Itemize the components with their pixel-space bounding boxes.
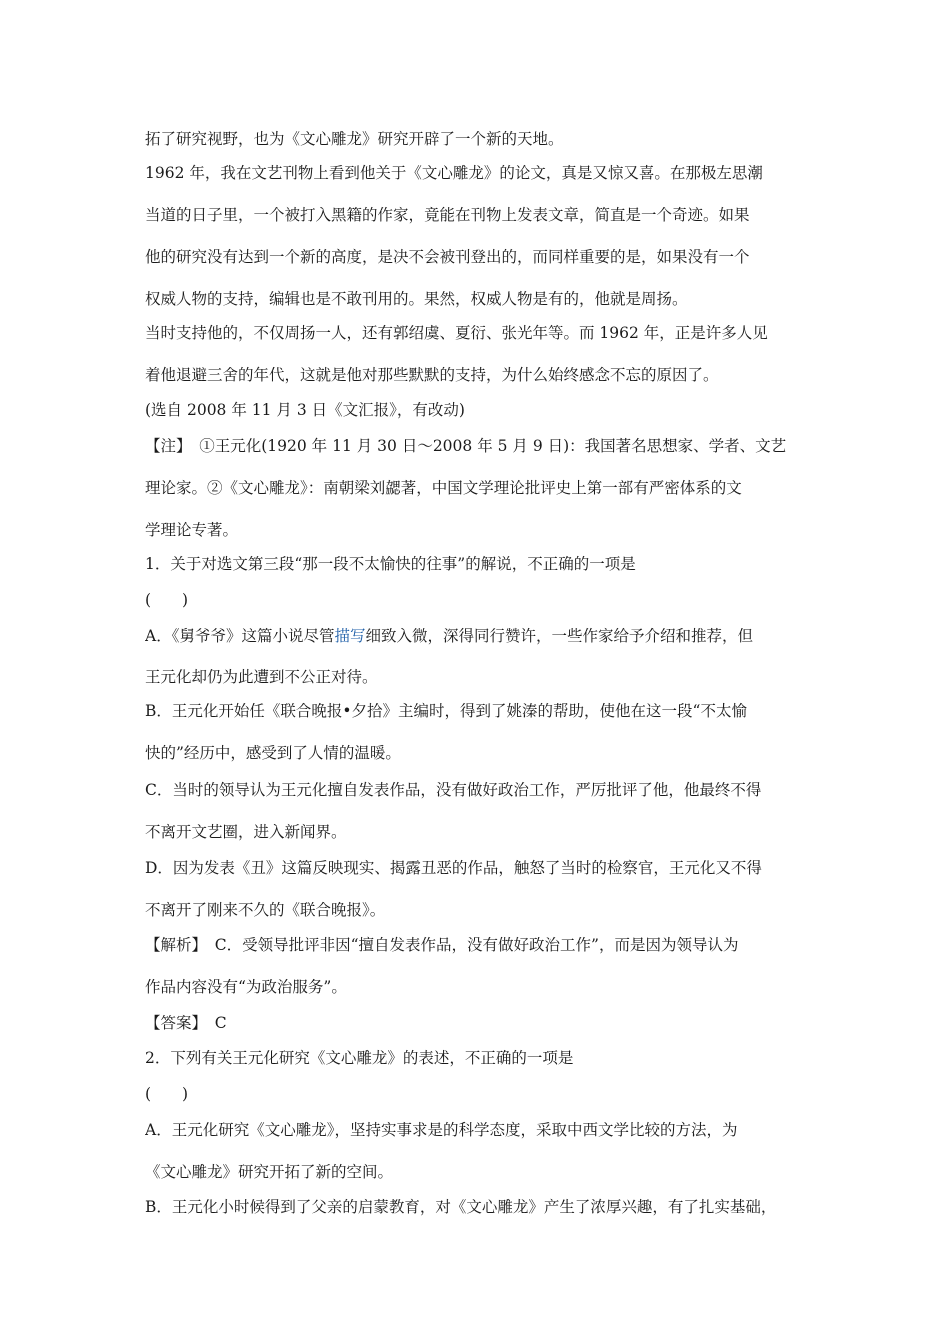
passage-line-2: 1962 年，我在文艺刊物上看到他关于《文心雕龙》的论文，真是又惊又喜。在那极左思潮 bbox=[145, 164, 763, 182]
option-a-text-end: 细致入微，深得同行赞许，一些作家给予介绍和推荐，但 bbox=[365, 627, 753, 645]
question-2-answer-blank: ( ) bbox=[145, 1085, 189, 1103]
question-1-option-b-line-2: 快的”经历中，感受到了人情的温暖。 bbox=[145, 744, 401, 762]
question-2-option-b-line-1: B．王元化小时候得到了父亲的启蒙教育，对《文心雕龙》产生了浓厚兴趣，有了扎实基础， bbox=[145, 1198, 777, 1216]
note-line-3: 学理论专著。 bbox=[145, 521, 239, 539]
question-1-option-a-line-2: 王元化却仍为此遭到不公正对待。 bbox=[145, 668, 378, 686]
question-1-option-c-line-2: 不离开文艺圈，进入新闻界。 bbox=[145, 823, 347, 841]
passage-line-1: 拓了研究视野，也为《文心雕龙》研究开辟了一个新的天地。 bbox=[145, 130, 564, 148]
question-1-option-d-line-1: D．因为发表《丑》这篇反映现实、揭露丑恶的作品，触怒了当时的检察官，王元化又不得 bbox=[145, 859, 762, 877]
question-1-analysis-line-1: 【解析】 C．受领导批评非因“擅自发表作品，没有做好政治工作”，而是因为领导认为 bbox=[145, 936, 739, 954]
question-1-option-d-line-2: 不离开了刚来不久的《联合晚报》。 bbox=[145, 901, 386, 919]
question-1-option-c-line-1: C．当时的领导认为王元化擅自发表作品，没有做好政治工作，严厉批评了他，他最终不得 bbox=[145, 781, 762, 799]
question-1-option-b-line-1: B．王元化开始任《联合晚报•夕拾》主编时，得到了姚溱的帮助，使他在这一段“不太愉 bbox=[145, 702, 747, 720]
question-2-option-a-line-1: A．王元化研究《文心雕龙》，坚持实事求是的科学态度，采取中西文学比较的方法，为 bbox=[145, 1121, 738, 1139]
passage-line-3: 当道的日子里，一个被打入黑籍的作家，竟能在刊物上发表文章，简直是一个奇迹。如果 bbox=[145, 206, 750, 224]
term-link[interactable]: 描写 bbox=[334, 627, 366, 645]
passage-line-6: 当时支持他的，不仅周扬一人，还有郭绍虞、夏衍、张光年等。而 1962 年，正是许多人见 bbox=[145, 324, 768, 342]
passage-line-4: 他的研究没有达到一个新的高度，是决不会被刊登出的，而同样重要的是，如果没有一个 bbox=[145, 248, 750, 266]
passage-source: (选自 2008 年 11 月 3 日《文汇报》，有改动) bbox=[145, 401, 465, 419]
passage-line-7: 着他退避三舍的年代，这就是他对那些默默的支持，为什么始终感念不忘的原因了。 bbox=[145, 366, 719, 384]
passage-line-5: 权威人物的支持，编辑也是不敢刊用的。果然，权威人物是有的，他就是周扬。 bbox=[145, 290, 688, 308]
question-1-option-a-line-1 bbox=[145, 626, 810, 646]
question-2-option-a-line-2: 《文心雕龙》研究开拓了新的空间。 bbox=[145, 1163, 394, 1181]
question-1-answer-blank: ( ) bbox=[145, 591, 189, 609]
note-line-1: 【注】 ①王元化(1920 年 11 月 30 日～2008 年 5 月 9 日)：我国著名思想家、学者、文艺 bbox=[145, 437, 787, 455]
question-2-stem: 2．下列有关王元化研究《文心雕龙》的表述，不正确的一项是 bbox=[145, 1049, 574, 1067]
question-1-answer: 【答案】 C bbox=[145, 1014, 227, 1032]
note-line-2: 理论家。②《文心雕龙》：南朝梁刘勰著，中国文学理论批评史上第一部有严密体系的文 bbox=[145, 479, 742, 497]
question-1-stem: 1．关于对选文第三段“那一段不太愉快的往事”的解说，不正确的一项是 bbox=[145, 555, 636, 573]
question-1-analysis-line-2: 作品内容没有“为政治服务”。 bbox=[145, 978, 347, 996]
option-a-text-start: A．《舅爷爷》这篇小说尽管 bbox=[145, 627, 335, 645]
